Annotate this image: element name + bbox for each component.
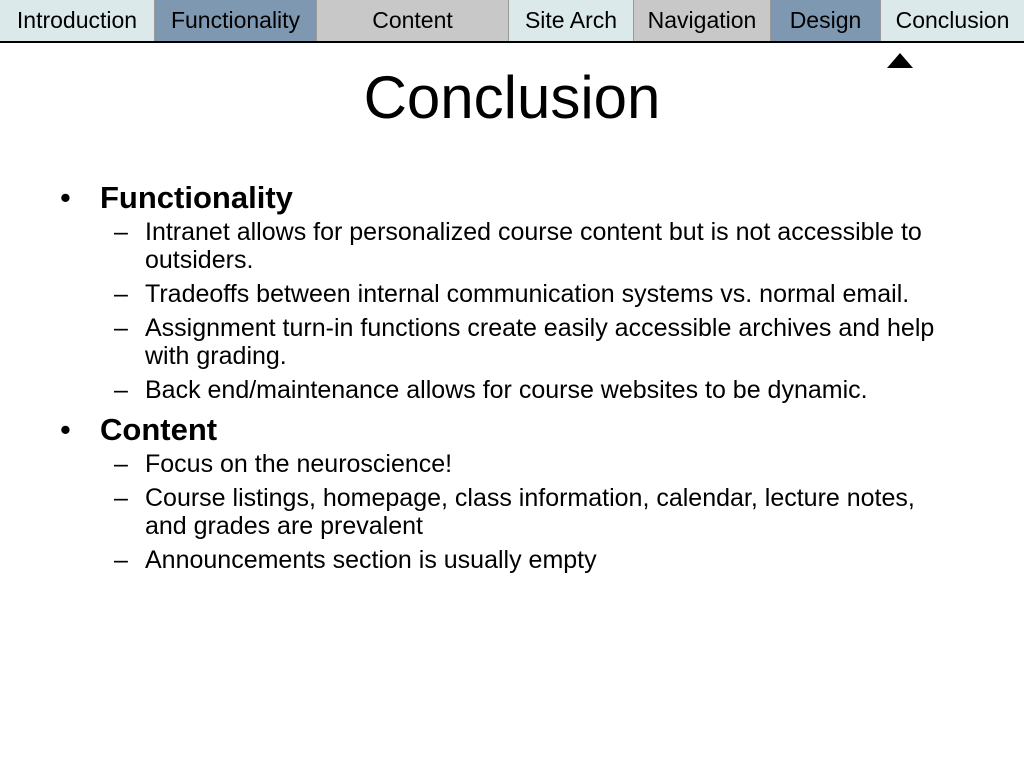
bullet-icon: • bbox=[60, 412, 71, 447]
tab-bar bbox=[0, 0, 1024, 43]
tab-introduction[interactable]: Introduction bbox=[0, 0, 155, 41]
dash-icon: – bbox=[114, 546, 128, 574]
list-item bbox=[56, 450, 956, 478]
section-items bbox=[56, 450, 956, 574]
dash-icon: – bbox=[114, 376, 128, 404]
bullet-icon: • bbox=[60, 180, 71, 215]
list-item bbox=[56, 484, 956, 540]
dash-icon: – bbox=[114, 314, 128, 342]
section-items bbox=[56, 218, 956, 404]
section-heading bbox=[56, 410, 956, 450]
section-heading-label: Content bbox=[100, 412, 218, 447]
list-item bbox=[56, 314, 956, 370]
tab-site-arch[interactable]: Site Arch bbox=[509, 0, 634, 41]
list-item bbox=[56, 218, 956, 274]
list-item-text: Intranet allows for personalized course content but is not accessible to outsiders. bbox=[145, 218, 922, 274]
list-item bbox=[56, 546, 956, 574]
tab-functionality[interactable]: Functionality bbox=[155, 0, 317, 41]
dash-icon: – bbox=[114, 450, 128, 478]
section-heading bbox=[56, 178, 956, 218]
list-item bbox=[56, 376, 956, 404]
list-item-text: Assignment turn-in functions create easily accessible archives and help with grading. bbox=[145, 314, 935, 370]
list-item-text: Back end/maintenance allows for course websites to be dynamic. bbox=[145, 376, 868, 404]
list-item-text: Announcements section is usually empty bbox=[145, 546, 597, 574]
list-item-text: Course listings, homepage, class information, calendar, lecture notes, and grades are prevalent bbox=[145, 484, 915, 540]
tab-design[interactable]: Design bbox=[771, 0, 881, 41]
slide-content bbox=[56, 178, 956, 580]
dash-icon: – bbox=[114, 280, 128, 308]
tab-content[interactable]: Content bbox=[317, 0, 509, 41]
dash-icon: – bbox=[114, 484, 128, 512]
list-item bbox=[56, 280, 956, 308]
list-item-text: Focus on the neuroscience! bbox=[145, 450, 453, 478]
section-heading-label: Functionality bbox=[100, 180, 293, 215]
tab-navigation[interactable]: Navigation bbox=[634, 0, 771, 41]
slide-title: Conclusion bbox=[363, 64, 661, 131]
dash-icon: – bbox=[114, 218, 128, 246]
list-item-text: Tradeoffs between internal communication systems vs. normal email. bbox=[145, 280, 910, 308]
tab-conclusion[interactable]: Conclusion bbox=[881, 0, 1024, 41]
